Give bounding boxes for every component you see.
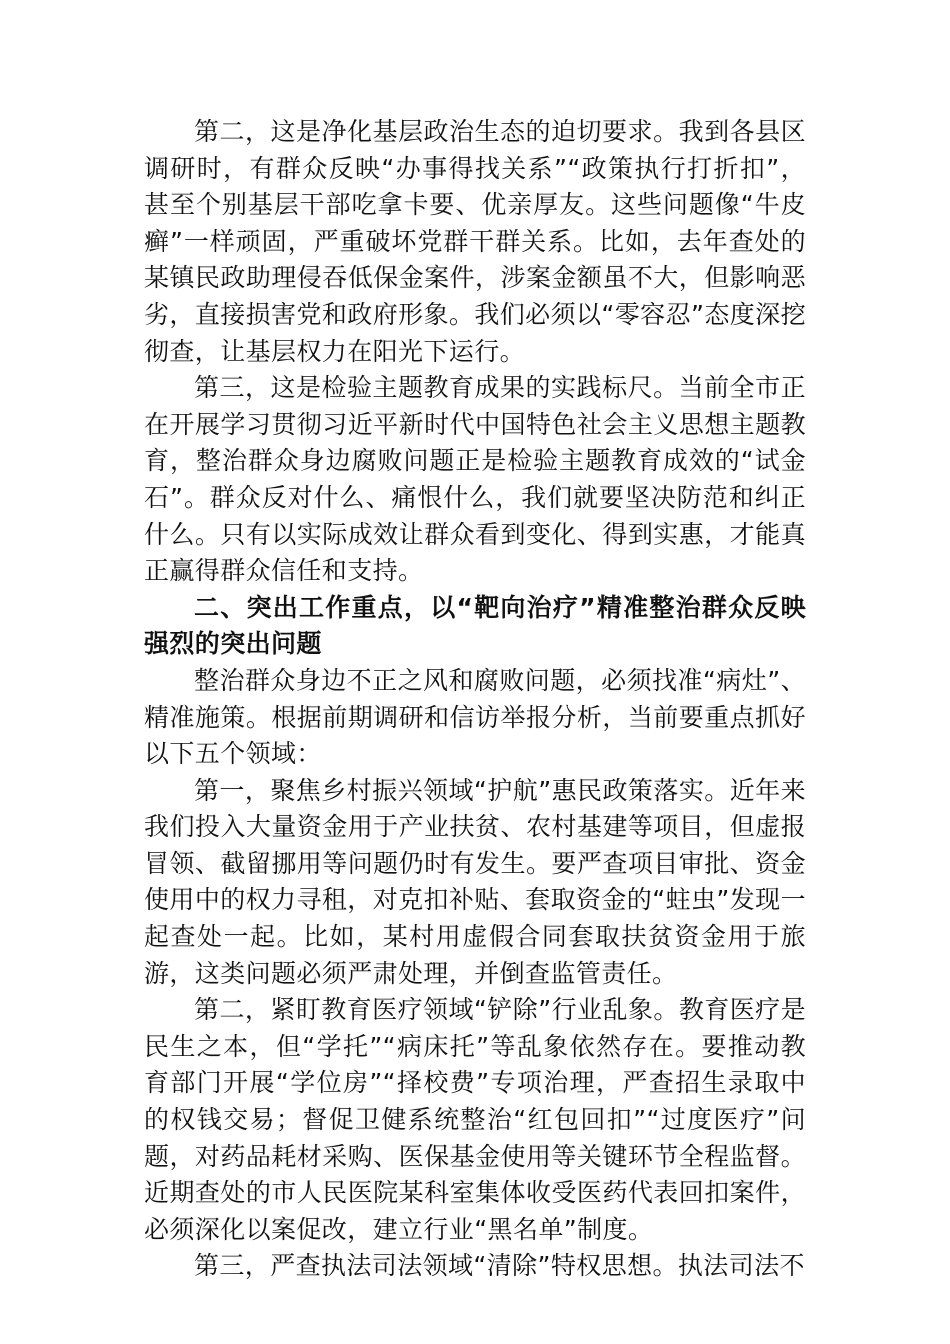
document-page bbox=[144, 114, 806, 1285]
paragraph-political-ecology: 第二，这是净化基层政治生态的迫切要求。我到各县区调研时，有群众反映“办事得找关系”“政策执行打折扣”，甚至个别基层干部吃拿卡要、优亲厚友。这些问题像“牛皮癣”一样顽固，严重破坏党群干群关系。比如，去年查处的某镇民政助理侵吞低保金案件，涉案金额虽不大，但影响恶劣，直接损害党和政府形象。我们必须以“零容忍”态度深挖彻查，让基层权力在阳光下运行。 bbox=[144, 117, 806, 366]
paragraph-law-enforcement: 第三，严查执法司法领域“清除”特权思想。执法司法不 bbox=[194, 1251, 805, 1281]
paragraph-key-areas-intro: 整治群众身边不正之风和腐败问题，必须找准“病灶”、精准施策。根据前期调研和信访举报分析，当前要重点抓好以下五个领域： bbox=[144, 665, 806, 769]
paragraph-rural-revitalization: 第一，聚焦乡村振兴领域“护航”惠民政策落实。近年来我们投入大量资金用于产业扶贫、农村基建等项目，但虚报冒领、截留挪用等问题仍时有发生。要严查项目审批、资金使用中的权力寻租，对克扣补贴、套取资金的“蛀虫”发现一起查处一起。比如，某村用虚假合同套取扶贫资金用于旅游，这类问题必须严肃处理，并倒查监管责任。 bbox=[144, 775, 806, 988]
paragraph-theme-education: 第三，这是检验主题教育成果的实践标尺。当前全市正在开展学习贯彻习近平新时代中国特色社会主义思想主题教育，整治群众身边腐败问题正是检验主题教育成效的“试金石”。群众反对什么、痛恨什么，我们就要坚决防范和纠正什么。只有以实际成效让群众看到变化、得到实惠，才能真正赢得群众信任和支持。 bbox=[144, 373, 806, 586]
section-heading-two: 二、突出工作重点，以“靶向治疗”精准整治群众反映强烈的突出问题 bbox=[144, 592, 806, 659]
paragraph-education-medical: 第二，紧盯教育医疗领域“铲除”行业乱象。教育医疗是民生之本，但“学托”“病床托”等乱象依然存在。要推动教育部门开展“学位房”“择校费”专项治理，严查招生录取中的权钱交易；督促卫健系统整治“红包回扣”“过度医疗”问题，对药品耗材采购、医保基金使用等关键环节全程监督。近期查处的市人民医院某科室集体收受医药代表回扣案件，必须深化以案促改，建立行业“黑名单”制度。 bbox=[144, 995, 806, 1244]
